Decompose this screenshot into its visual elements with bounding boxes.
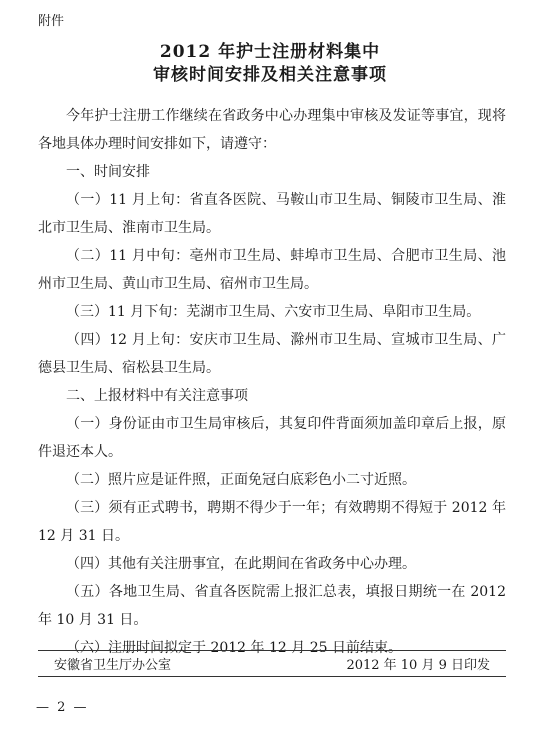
document-body bbox=[38, 102, 506, 662]
note-item: （五）各地卫生局、省直各医院需上报汇总表，填报日期统一在 2012 年 10 月 31 日。 bbox=[38, 584, 506, 628]
document-title-line-1: 2012 年护士注册材料集中 bbox=[159, 42, 381, 62]
note-item: （三）须有正式聘书，聘期不得少于一年；有效聘期不得短于 2012 年 12 月 31 日。 bbox=[38, 500, 506, 544]
schedule-item: （三）11 月下旬：芜湖市卫生局、六安市卫生局、阜阳市卫生局。 bbox=[66, 304, 481, 320]
issue-date: 2012 年 10 月 9 日印发 bbox=[346, 658, 490, 673]
document-title-line-2: 审核时间安排及相关注意事项 bbox=[153, 65, 387, 85]
attachment-label: 附件 bbox=[38, 14, 65, 29]
schedule-item: （四）12 月上旬：安庆市卫生局、滁州市卫生局、宣城市卫生局、广德县卫生局、宿松县卫生局。 bbox=[38, 332, 506, 376]
note-item: （四）其他有关注册事宜，在此期间在省政务中心办理。 bbox=[66, 556, 416, 572]
note-item: （六）注册时间拟定于 2012 年 12 月 25 日前结束。 bbox=[66, 640, 402, 656]
section-heading-notes: 二、上报材料中有关注意事项 bbox=[66, 388, 248, 404]
footer bbox=[54, 654, 490, 673]
footer-top-rule bbox=[38, 650, 506, 651]
schedule-item: （一）11 月上旬：省直各医院、马鞍山市卫生局、铜陵市卫生局、淮北市卫生局、淮南市卫生局。 bbox=[38, 192, 506, 236]
intro-paragraph: 今年护士注册工作继续在省政务中心办理集中审核及发证等事宜，现将各地具体办理时间安排如下，请遵守： bbox=[38, 108, 506, 152]
note-item: （二）照片应是证件照，正面免冠白底彩色小二寸近照。 bbox=[66, 472, 416, 488]
footer-bottom-rule bbox=[38, 676, 506, 677]
note-item: （一）身份证由市卫生局审核后，其复印件背面须加盖印章后上报，原件退还本人。 bbox=[38, 416, 506, 460]
schedule-item: （二）11 月中旬：亳州市卫生局、蚌埠市卫生局、合肥市卫生局、池州市卫生局、黄山市卫生局、宿州市卫生局。 bbox=[38, 248, 506, 292]
page-number: — 2 — bbox=[36, 700, 89, 715]
section-heading-schedule: 一、时间安排 bbox=[66, 164, 150, 180]
issuer-name: 安徽省卫生厅办公室 bbox=[54, 658, 172, 673]
